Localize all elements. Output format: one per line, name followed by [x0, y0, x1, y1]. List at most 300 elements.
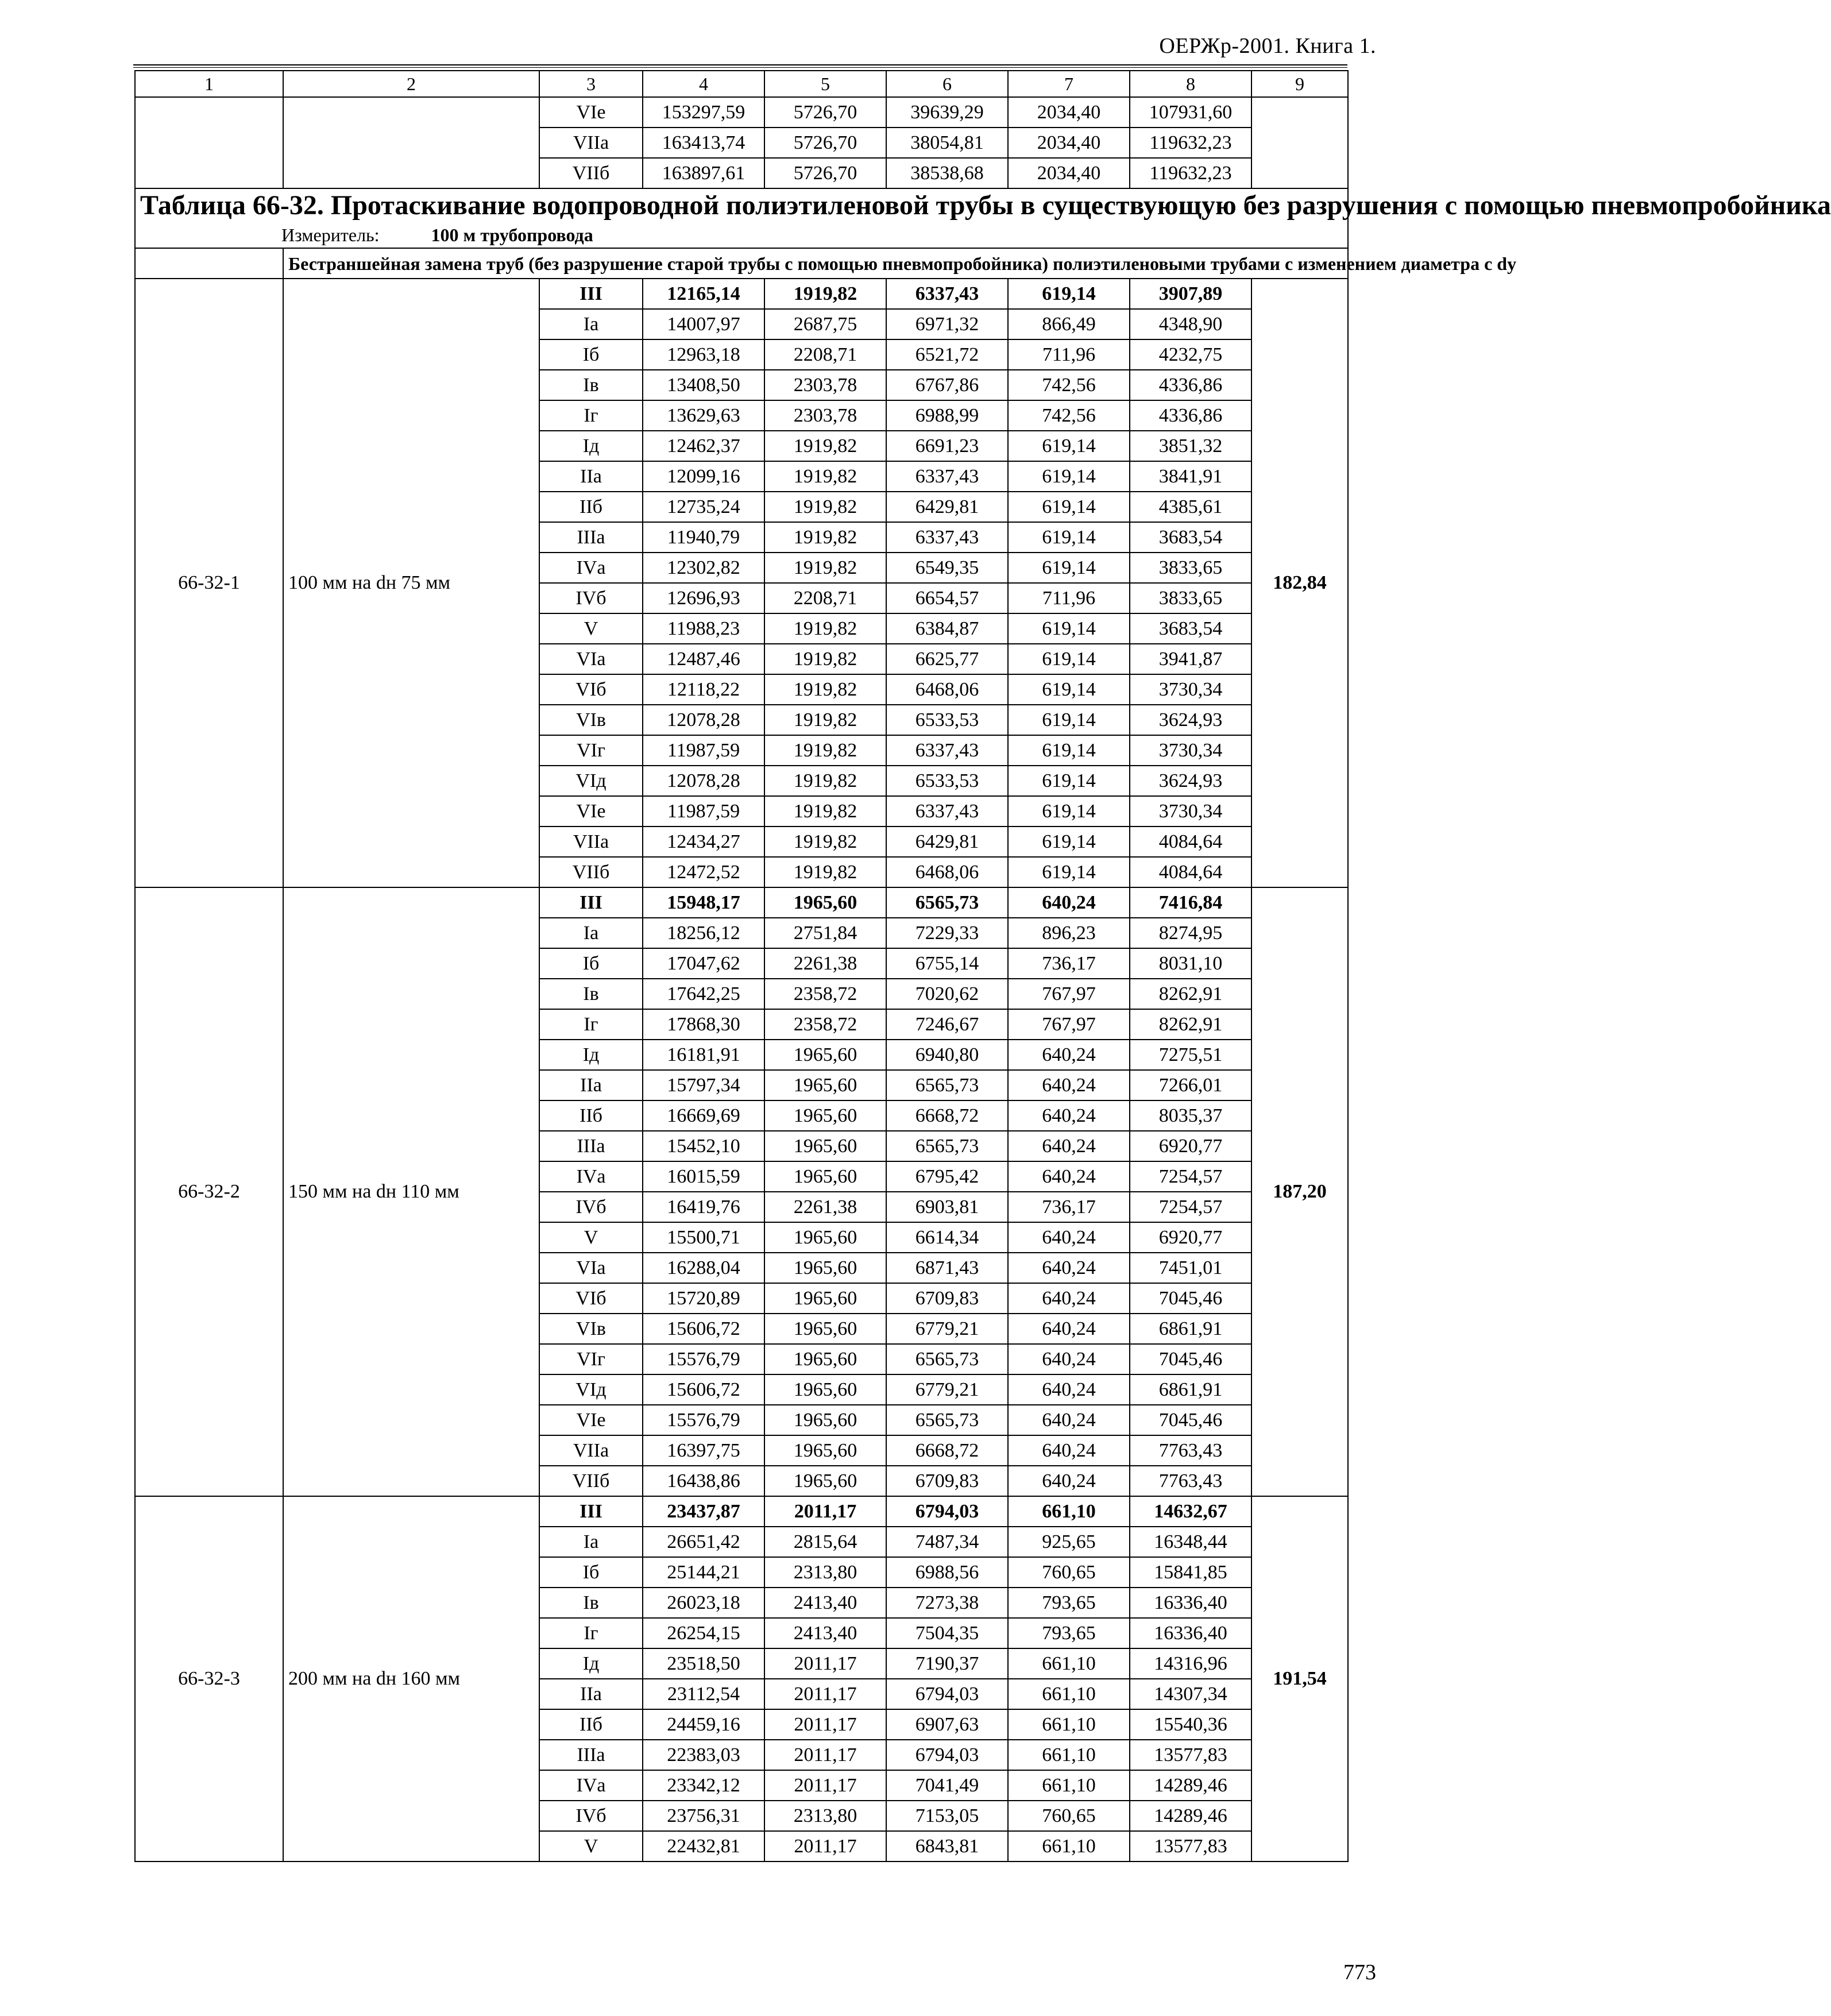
machinist-wages-cell: 619,14	[1008, 705, 1130, 735]
direct-cost-cell: 15500,71	[643, 1222, 764, 1253]
machinist-wages-cell: 640,24	[1008, 1344, 1130, 1374]
zone-cell: Iа	[539, 918, 643, 948]
machinist-wages-cell: 619,14	[1008, 461, 1130, 492]
zone-cell: Iа	[539, 309, 643, 339]
machinist-wages-cell: 619,14	[1008, 827, 1130, 857]
zone-cell: IVа	[539, 553, 643, 583]
zone-cell: Iг	[539, 1618, 643, 1648]
machinist-wages-cell: 767,97	[1008, 1009, 1130, 1040]
direct-cost-cell: 11987,59	[643, 735, 764, 766]
machine-cost-cell: 6779,21	[886, 1314, 1008, 1344]
machine-cost-cell: 6384,87	[886, 613, 1008, 644]
wages-cell: 5726,70	[764, 158, 886, 188]
machinist-wages-cell: 760,65	[1008, 1801, 1130, 1831]
machine-cost-cell: 6565,73	[886, 1405, 1008, 1435]
materials-cell: 8262,91	[1130, 1009, 1251, 1040]
wages-cell: 1965,60	[764, 1070, 886, 1100]
zone-cell: V	[539, 1222, 643, 1253]
direct-cost-cell: 12099,16	[643, 461, 764, 492]
labor-cell: 182,84	[1251, 279, 1348, 887]
wages-cell: 2261,38	[764, 1192, 886, 1222]
direct-cost-cell: 15606,72	[643, 1314, 764, 1344]
materials-cell: 6920,77	[1130, 1131, 1251, 1161]
direct-cost-cell: 22432,81	[643, 1831, 764, 1861]
machinist-wages-cell: 661,10	[1008, 1740, 1130, 1770]
direct-cost-cell: 12735,24	[643, 492, 764, 522]
direct-cost-cell: 23756,31	[643, 1801, 764, 1831]
column-number-cell: 1	[135, 71, 283, 97]
item-description: 100 мм на dн 75 мм	[283, 279, 539, 887]
zone-cell: VIб	[539, 674, 643, 705]
item-code: 66-32-1	[135, 279, 283, 887]
wages-cell: 2011,17	[764, 1831, 886, 1861]
wages-cell: 2208,71	[764, 339, 886, 370]
machine-cost-cell: 6429,81	[886, 827, 1008, 857]
zone-cell: Iб	[539, 948, 643, 979]
materials-cell: 15841,85	[1130, 1557, 1251, 1588]
machine-cost-cell: 6709,83	[886, 1466, 1008, 1496]
machinist-wages-cell: 661,10	[1008, 1679, 1130, 1709]
code-cell	[135, 97, 283, 188]
direct-cost-cell: 12165,14	[643, 279, 764, 309]
wages-cell: 5726,70	[764, 128, 886, 158]
machinist-wages-cell: 640,24	[1008, 1374, 1130, 1405]
materials-cell: 4232,75	[1130, 339, 1251, 370]
zone-cell: VIд	[539, 766, 643, 796]
direct-cost-cell: 11987,59	[643, 796, 764, 827]
direct-cost-cell: 15452,10	[643, 1131, 764, 1161]
wages-cell: 1919,82	[764, 279, 886, 309]
machinist-wages-cell: 640,24	[1008, 1161, 1130, 1192]
column-number-cell: 4	[643, 71, 764, 97]
wages-cell: 2011,17	[764, 1740, 886, 1770]
machine-cost-cell: 7246,67	[886, 1009, 1008, 1040]
zone-cell: IIIа	[539, 1131, 643, 1161]
materials-cell: 4336,86	[1130, 370, 1251, 400]
direct-cost-cell: 23112,54	[643, 1679, 764, 1709]
direct-cost-cell: 13408,50	[643, 370, 764, 400]
zone-cell: VIIб	[539, 158, 643, 188]
materials-cell: 14289,46	[1130, 1770, 1251, 1801]
zone-cell: VIIб	[539, 857, 643, 887]
zone-cell: Iд	[539, 1648, 643, 1679]
wages-cell: 1965,60	[764, 1344, 886, 1374]
machine-cost-cell: 6337,43	[886, 522, 1008, 553]
wages-cell: 2208,71	[764, 583, 886, 613]
materials-cell: 7045,46	[1130, 1405, 1251, 1435]
wages-cell: 5726,70	[764, 97, 886, 128]
machine-cost-cell: 6337,43	[886, 461, 1008, 492]
machine-cost-cell: 6654,57	[886, 583, 1008, 613]
machine-cost-cell: 7487,34	[886, 1527, 1008, 1557]
machine-cost-cell: 39639,29	[886, 97, 1008, 128]
machine-cost-cell: 6971,32	[886, 309, 1008, 339]
table-caption-row	[135, 188, 1348, 248]
direct-cost-cell: 163413,74	[643, 128, 764, 158]
direct-cost-cell: 12302,82	[643, 553, 764, 583]
machine-cost-cell: 6871,43	[886, 1253, 1008, 1283]
machinist-wages-cell: 640,24	[1008, 1435, 1130, 1466]
direct-cost-cell: 16015,59	[643, 1161, 764, 1192]
materials-cell: 7266,01	[1130, 1070, 1251, 1100]
table-title: Таблица 66-32. Протаскивание водопроводной полиэтиленовой трубы в существующую без разрушения с помощью пневмопробойника	[140, 190, 1831, 221]
direct-cost-cell: 23342,12	[643, 1770, 764, 1801]
zone-cell: VIIа	[539, 1435, 643, 1466]
machinist-wages-cell: 640,24	[1008, 1283, 1130, 1314]
wages-cell: 1919,82	[764, 827, 886, 857]
materials-cell: 3833,65	[1130, 583, 1251, 613]
wages-cell: 2303,78	[764, 400, 886, 431]
machine-cost-cell: 6468,06	[886, 674, 1008, 705]
machinist-wages-cell: 736,17	[1008, 948, 1130, 979]
direct-cost-cell: 12078,28	[643, 705, 764, 735]
running-title: ОЕРЖр-2001. Книга 1.	[1159, 34, 1376, 58]
table-subheading: Бестраншейная замена труб (без разрушение старой трубы с помощью пневмопробойника) полиэтиленовыми трубами с изменением диаметра с dy	[283, 248, 1348, 279]
machine-cost-cell: 6337,43	[886, 279, 1008, 309]
wages-cell: 1919,82	[764, 492, 886, 522]
materials-cell: 8274,95	[1130, 918, 1251, 948]
machine-cost-cell: 6565,73	[886, 887, 1008, 918]
materials-cell: 4084,64	[1130, 827, 1251, 857]
zone-cell: VIв	[539, 1314, 643, 1344]
machine-cost-cell: 6843,81	[886, 1831, 1008, 1861]
zone-cell: V	[539, 1831, 643, 1861]
wages-cell: 2413,40	[764, 1588, 886, 1618]
zone-cell: V	[539, 613, 643, 644]
wages-cell: 2011,17	[764, 1770, 886, 1801]
machinist-wages-cell: 760,65	[1008, 1557, 1130, 1588]
wages-cell: 1919,82	[764, 461, 886, 492]
machinist-wages-cell: 661,10	[1008, 1709, 1130, 1740]
column-number-cell: 2	[283, 71, 539, 97]
materials-cell: 107931,60	[1130, 97, 1251, 128]
machine-cost-cell: 6755,14	[886, 948, 1008, 979]
machinist-wages-cell: 793,65	[1008, 1588, 1130, 1618]
wages-cell: 2358,72	[764, 979, 886, 1009]
materials-cell: 3841,91	[1130, 461, 1251, 492]
machinist-wages-cell: 619,14	[1008, 279, 1130, 309]
column-number-cell: 6	[886, 71, 1008, 97]
machine-cost-cell: 6614,34	[886, 1222, 1008, 1253]
machinist-wages-cell: 2034,40	[1008, 97, 1130, 128]
wages-cell: 1919,82	[764, 766, 886, 796]
zone-cell: VIб	[539, 1283, 643, 1314]
machine-cost-cell: 7041,49	[886, 1770, 1008, 1801]
materials-cell: 13577,83	[1130, 1831, 1251, 1861]
materials-cell: 3683,54	[1130, 613, 1251, 644]
materials-cell: 4348,90	[1130, 309, 1251, 339]
zone-cell: IIб	[539, 1709, 643, 1740]
wages-cell: 1965,60	[764, 1161, 886, 1192]
zone-cell: IIа	[539, 1679, 643, 1709]
zone-cell: VIе	[539, 1405, 643, 1435]
materials-cell: 3683,54	[1130, 522, 1251, 553]
materials-cell: 8031,10	[1130, 948, 1251, 979]
zone-cell: IVа	[539, 1770, 643, 1801]
machinist-wages-cell: 711,96	[1008, 583, 1130, 613]
materials-cell: 4385,61	[1130, 492, 1251, 522]
machinist-wages-cell: 640,24	[1008, 1405, 1130, 1435]
column-number-cell: 7	[1008, 71, 1130, 97]
column-number-cell: 3	[539, 71, 643, 97]
description-cell	[283, 97, 539, 188]
direct-cost-cell: 23437,87	[643, 1496, 764, 1527]
machinist-wages-cell: 619,14	[1008, 766, 1130, 796]
machinist-wages-cell: 661,10	[1008, 1770, 1130, 1801]
machine-cost-cell: 6625,77	[886, 644, 1008, 674]
wages-cell: 1919,82	[764, 431, 886, 461]
direct-cost-cell: 16288,04	[643, 1253, 764, 1283]
zone-cell: Iв	[539, 1588, 643, 1618]
zone-cell: III	[539, 279, 643, 309]
machine-cost-cell: 7504,35	[886, 1618, 1008, 1648]
machine-cost-cell: 7273,38	[886, 1588, 1008, 1618]
machine-cost-cell: 6668,72	[886, 1100, 1008, 1131]
machinist-wages-cell: 640,24	[1008, 1100, 1130, 1131]
materials-cell: 7451,01	[1130, 1253, 1251, 1283]
wages-cell: 1965,60	[764, 1131, 886, 1161]
wages-cell: 2011,17	[764, 1709, 886, 1740]
base-row	[135, 887, 1348, 918]
table-row	[135, 97, 1348, 128]
materials-cell: 16336,40	[1130, 1618, 1251, 1648]
materials-cell: 119632,23	[1130, 128, 1251, 158]
machine-cost-cell: 6940,80	[886, 1040, 1008, 1070]
direct-cost-cell: 23518,50	[643, 1648, 764, 1679]
wages-cell: 2358,72	[764, 1009, 886, 1040]
machine-cost-cell: 6988,56	[886, 1557, 1008, 1588]
header-rule	[133, 64, 1347, 65]
wages-cell: 2011,17	[764, 1496, 886, 1527]
price-table-body	[135, 71, 1831, 1861]
direct-cost-cell: 15576,79	[643, 1344, 764, 1374]
wages-cell: 1919,82	[764, 857, 886, 887]
materials-cell: 7045,46	[1130, 1283, 1251, 1314]
machinist-wages-cell: 866,49	[1008, 309, 1130, 339]
machine-cost-cell: 7190,37	[886, 1648, 1008, 1679]
zone-cell: VIа	[539, 644, 643, 674]
materials-cell: 13577,83	[1130, 1740, 1251, 1770]
direct-cost-cell: 11988,23	[643, 613, 764, 644]
zone-cell: IVб	[539, 1801, 643, 1831]
zone-cell: Iг	[539, 400, 643, 431]
wages-cell: 2413,40	[764, 1618, 886, 1648]
machinist-wages-cell: 619,14	[1008, 431, 1130, 461]
materials-cell: 4336,86	[1130, 400, 1251, 431]
direct-cost-cell: 26254,15	[643, 1618, 764, 1648]
labor-cell: 187,20	[1251, 887, 1348, 1496]
machine-cost-cell: 6794,03	[886, 1496, 1008, 1527]
zone-cell: Iв	[539, 979, 643, 1009]
direct-cost-cell: 26023,18	[643, 1588, 764, 1618]
materials-cell: 3624,93	[1130, 705, 1251, 735]
wages-cell: 2815,64	[764, 1527, 886, 1557]
materials-cell: 6861,91	[1130, 1374, 1251, 1405]
wages-cell: 1919,82	[764, 613, 886, 644]
machine-cost-cell: 6565,73	[886, 1070, 1008, 1100]
column-number-cell: 8	[1130, 71, 1251, 97]
materials-cell: 14316,96	[1130, 1648, 1251, 1679]
materials-cell: 7254,57	[1130, 1161, 1251, 1192]
direct-cost-cell: 12462,37	[643, 431, 764, 461]
materials-cell: 3730,34	[1130, 674, 1251, 705]
materials-cell: 7763,43	[1130, 1435, 1251, 1466]
zone-cell: III	[539, 887, 643, 918]
materials-cell: 3624,93	[1130, 766, 1251, 796]
direct-cost-cell: 12078,28	[643, 766, 764, 796]
machinist-wages-cell: 619,14	[1008, 735, 1130, 766]
wages-cell: 1919,82	[764, 705, 886, 735]
direct-cost-cell: 26651,42	[643, 1527, 764, 1557]
zone-cell: VIг	[539, 1344, 643, 1374]
wages-cell: 1965,60	[764, 1466, 886, 1496]
wages-cell: 2313,80	[764, 1557, 886, 1588]
zone-cell: IVб	[539, 583, 643, 613]
table-caption	[135, 188, 1831, 248]
wages-cell: 1965,60	[764, 1253, 886, 1283]
machine-cost-cell: 6337,43	[886, 735, 1008, 766]
machine-cost-cell: 6903,81	[886, 1192, 1008, 1222]
machine-cost-cell: 6709,83	[886, 1283, 1008, 1314]
zone-cell: VIе	[539, 97, 643, 128]
direct-cost-cell: 12472,52	[643, 857, 764, 887]
zone-cell: IIб	[539, 1100, 643, 1131]
materials-cell: 7045,46	[1130, 1344, 1251, 1374]
direct-cost-cell: 17642,25	[643, 979, 764, 1009]
machine-cost-cell: 6794,03	[886, 1679, 1008, 1709]
direct-cost-cell: 12487,46	[643, 644, 764, 674]
machinist-wages-cell: 742,56	[1008, 400, 1130, 431]
labor-cell: 191,54	[1251, 1496, 1348, 1861]
machine-cost-cell: 6337,43	[886, 796, 1008, 827]
machinist-wages-cell: 619,14	[1008, 796, 1130, 827]
machine-cost-cell: 7020,62	[886, 979, 1008, 1009]
machinist-wages-cell: 640,24	[1008, 1040, 1130, 1070]
wages-cell: 1965,60	[764, 1374, 886, 1405]
wages-cell: 2261,38	[764, 948, 886, 979]
machine-cost-cell: 6565,73	[886, 1131, 1008, 1161]
machinist-wages-cell: 640,24	[1008, 1314, 1130, 1344]
direct-cost-cell: 13629,63	[643, 400, 764, 431]
machinist-wages-cell: 2034,40	[1008, 128, 1130, 158]
direct-cost-cell: 16438,86	[643, 1466, 764, 1496]
machine-cost-cell: 6429,81	[886, 492, 1008, 522]
machine-cost-cell: 7153,05	[886, 1801, 1008, 1831]
direct-cost-cell: 15576,79	[643, 1405, 764, 1435]
column-number-cell: 5	[764, 71, 886, 97]
machinist-wages-cell: 640,24	[1008, 1466, 1130, 1496]
wages-cell: 1919,82	[764, 522, 886, 553]
materials-cell: 16336,40	[1130, 1588, 1251, 1618]
direct-cost-cell: 12963,18	[643, 339, 764, 370]
direct-cost-cell: 14007,97	[643, 309, 764, 339]
zone-cell: VIе	[539, 796, 643, 827]
machine-cost-cell: 38054,81	[886, 128, 1008, 158]
price-table	[134, 70, 1831, 1862]
direct-cost-cell: 25144,21	[643, 1557, 764, 1588]
wages-cell: 1965,60	[764, 1435, 886, 1466]
machine-cost-cell: 7229,33	[886, 918, 1008, 948]
wages-cell: 1965,60	[764, 1283, 886, 1314]
measure-line	[281, 222, 1343, 248]
zone-cell: VIIб	[539, 1466, 643, 1496]
zone-cell: III	[539, 1496, 643, 1527]
machine-cost-cell: 6521,72	[886, 339, 1008, 370]
machine-cost-cell: 6779,21	[886, 1374, 1008, 1405]
machine-cost-cell: 6691,23	[886, 431, 1008, 461]
direct-cost-cell: 12118,22	[643, 674, 764, 705]
materials-cell: 3851,32	[1130, 431, 1251, 461]
wages-cell: 1965,60	[764, 1314, 886, 1344]
subheading-row	[135, 248, 1348, 279]
subheading-blank-cell	[135, 248, 283, 279]
zone-cell: Iг	[539, 1009, 643, 1040]
item-code: 66-32-2	[135, 887, 283, 1496]
machine-cost-cell: 6565,73	[886, 1344, 1008, 1374]
item-description: 200 мм на dн 160 мм	[283, 1496, 539, 1861]
direct-cost-cell: 18256,12	[643, 918, 764, 948]
materials-cell: 7254,57	[1130, 1192, 1251, 1222]
materials-cell: 8035,37	[1130, 1100, 1251, 1131]
wages-cell: 1965,60	[764, 1100, 886, 1131]
machine-cost-cell: 38538,68	[886, 158, 1008, 188]
zone-cell: IVа	[539, 1161, 643, 1192]
machine-cost-cell: 6668,72	[886, 1435, 1008, 1466]
zone-cell: Iд	[539, 1040, 643, 1070]
machinist-wages-cell: 619,14	[1008, 613, 1130, 644]
wages-cell: 1965,60	[764, 1222, 886, 1253]
zone-cell: Iа	[539, 1527, 643, 1557]
machinist-wages-cell: 925,65	[1008, 1527, 1130, 1557]
materials-cell: 6861,91	[1130, 1314, 1251, 1344]
machine-cost-cell: 6533,53	[886, 705, 1008, 735]
machine-cost-cell: 6468,06	[886, 857, 1008, 887]
direct-cost-cell: 15797,34	[643, 1070, 764, 1100]
materials-cell: 3833,65	[1130, 553, 1251, 583]
machinist-wages-cell: 619,14	[1008, 857, 1130, 887]
item-code: 66-32-3	[135, 1496, 283, 1861]
machinist-wages-cell: 2034,40	[1008, 158, 1130, 188]
machinist-wages-cell: 640,24	[1008, 1131, 1130, 1161]
machinist-wages-cell: 793,65	[1008, 1618, 1130, 1648]
materials-cell: 14307,34	[1130, 1679, 1251, 1709]
zone-cell: Iб	[539, 339, 643, 370]
machinist-wages-cell: 711,96	[1008, 339, 1130, 370]
zone-cell: Iб	[539, 1557, 643, 1588]
machine-cost-cell: 6794,03	[886, 1740, 1008, 1770]
wages-cell: 2687,75	[764, 309, 886, 339]
direct-cost-cell: 16669,69	[643, 1100, 764, 1131]
materials-cell: 16348,44	[1130, 1527, 1251, 1557]
machinist-wages-cell: 640,24	[1008, 1253, 1130, 1283]
machine-cost-cell: 6795,42	[886, 1161, 1008, 1192]
materials-cell: 6920,77	[1130, 1222, 1251, 1253]
machinist-wages-cell: 640,24	[1008, 1222, 1130, 1253]
machinist-wages-cell: 619,14	[1008, 522, 1130, 553]
zone-cell: VIг	[539, 735, 643, 766]
zone-cell: Iд	[539, 431, 643, 461]
machinist-wages-cell: 619,14	[1008, 644, 1130, 674]
wages-cell: 1919,82	[764, 674, 886, 705]
wages-cell: 1965,60	[764, 887, 886, 918]
direct-cost-cell: 15948,17	[643, 887, 764, 918]
zone-cell: Iв	[539, 370, 643, 400]
item-description: 150 мм на dн 110 мм	[283, 887, 539, 1496]
machine-cost-cell: 6907,63	[886, 1709, 1008, 1740]
materials-cell: 3941,87	[1130, 644, 1251, 674]
direct-cost-cell: 12434,27	[643, 827, 764, 857]
zone-cell: IIIа	[539, 1740, 643, 1770]
